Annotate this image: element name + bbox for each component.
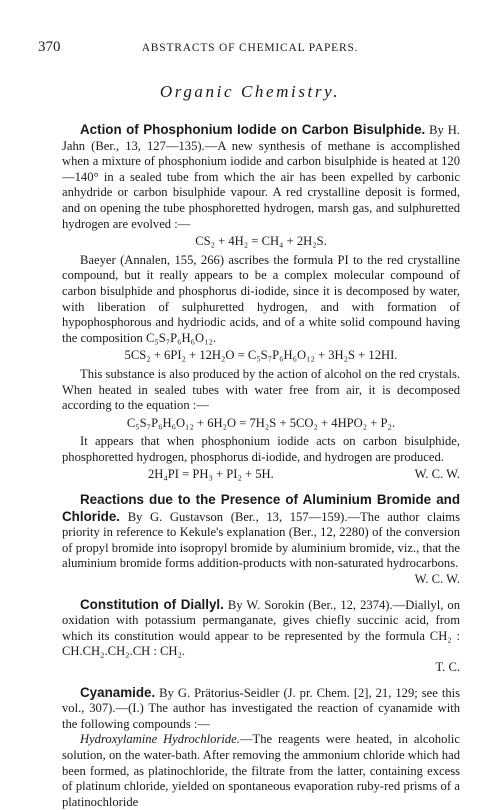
article-citation: (Ber., 13, 127—135). [91, 138, 205, 153]
article-text: —Diallyl, on oxidation with potassium permanganate, gives chiefly succinic acid, from which its constitution would appear to be represented by the formula CH₂ : CH.CH₂.CH₂.CH : CH₂. [62, 597, 460, 659]
equation-with-signature [62, 467, 460, 483]
article-byline: By G. Prätorius-Seidler [159, 685, 280, 700]
page-number: 370 [38, 39, 61, 55]
article-paragraph [62, 492, 460, 572]
article-text: —The reagents were heated, in alcoholic solution, on the water-bath. After removing the ammonium chloride which had been formed, as platinochloride, the filtrate from the latter, containing excess of platinum chloride, yielded on spontaneous evaporation ruby-red prisms of a platinochloride [62, 732, 460, 809]
abstractor-signature: W. C. W. [414, 572, 460, 587]
abstractor-signature: W. C. W. [414, 467, 460, 482]
article-citation: (Ber., 13, 157—159). [230, 509, 348, 524]
article-paragraph [62, 685, 460, 733]
page-header [38, 40, 462, 56]
article-byline: By W. Sorokin [227, 597, 305, 612]
article-paragraph [62, 122, 460, 232]
article-text: —A new synthesis of methane is accomplished when a mixture of phosphonium iodide and carbon bisulphide is heated at 120—140° in a sealed tube from which the air has been expelled by carbonic anhydride or carbon bisulphide vapour. A red crystalline deposit is formed, and on opening the tube phosphoretted hydrogen, marsh gas, and sulphuretted hydrogen are evolved :— [62, 138, 460, 231]
article-title: Action of Phosphonium Iodide on Carbon Bisulphide. [80, 122, 426, 137]
equation: CS₂ + 4H₂ = CH₄ + 2H₂S. [195, 234, 327, 249]
article-aluminium-bromide [62, 492, 460, 588]
article-diallyl [62, 597, 460, 676]
article-paragraph [62, 597, 460, 660]
equation: 2H₄PI = PH₃ + PI₂ + 5H. [148, 467, 274, 482]
article-title: Reactions due to the Presence of Aluminium Bromide and Chloride. [62, 492, 460, 524]
article-paragraph: Baeyer (Annalen, 155, 266) ascribes the formula PI to the red crystalline compound, but it really appears to be a complex molecular compound of carbon bisulphide and phosphorus di-iodide, since it is decomposed by water, with liberation of sulphuretted hydrogen, and with formation of hypophosphorous and hydriodic acids, and of a white solid compound having the composition C₅S₇P₆H₆O₁₂. [62, 252, 460, 345]
abstractor-signature: T. C. [435, 660, 460, 674]
article-phosphonium-iodide [62, 122, 460, 483]
article-title: Cyanamide. [80, 684, 156, 700]
equation: C₅S₇P₆H₆O₁₂ + 6H₂O = 7H₂S + 5CO₂ + 4HPO₂ + P₂. [126, 415, 396, 430]
article-body [62, 122, 460, 810]
article-citation: (Ber., 12, 2374). [308, 597, 393, 612]
article-text: —(I.) The author has investigated the reaction of cyanamide with the following compounds :— [62, 701, 460, 731]
section-title: Organic Chemistry. [159, 82, 341, 101]
article-byline: By H. Jahn [62, 123, 460, 153]
article-text: —The author claims priority in reference to Kekule's explanation (Ber., 12, 2280) of the conversion of propyl bromide into isopropyl bromide by aluminium bromide, viz., that the aluminium bromide forms addition-products with non-saturated hydrocarbons. [62, 509, 460, 571]
article-paragraph: This substance is also produced by the action of alcohol on the red crystals. When heated in sealed tubes with water free from air, it is decomposed according to the equation :— [62, 366, 460, 413]
article-paragraph [62, 732, 460, 810]
article-cyanamide [62, 685, 460, 810]
equation: 5CS₂ + 6PI₂ + 12H₂O = C₅S₇P₆H₆O₁₂ + 3H₂S + 12HI. [124, 348, 398, 363]
article-paragraph: It appears that when phosphonium iodide acts on carbon bisulphide, phosphoretted hydrogen, phosphorus di-iodide, and hydrogen are produced. [62, 434, 460, 464]
article-title: Constitution of Diallyl. [80, 596, 224, 612]
article-byline: By G. Gustavson [127, 509, 224, 524]
article-citation: (J. pr. Chem. [2], 21, 129; see this vol., 307). [62, 685, 461, 716]
subheading: Hydroxylamine Hydrochloride. [80, 732, 240, 747]
running-title: ABSTRACTS OF CHEMICAL PAPERS. [141, 42, 359, 54]
